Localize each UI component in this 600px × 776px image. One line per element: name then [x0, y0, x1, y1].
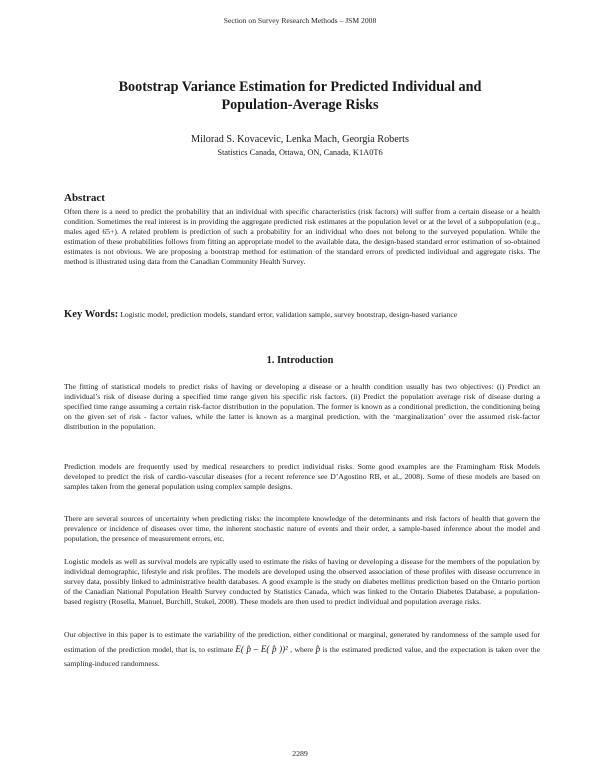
title-line-1: Bootstrap Variance Estimation for Predicted Individual and	[118, 79, 482, 95]
p-hat-symbol: p̂	[315, 644, 321, 654]
intro-paragraph-1: The fitting of statistical models to predict risks of having or developing a disease or a health condition usually has two objectives: (i) Predict an individual’s risk of disease during a specified time range given his specific risk factors. (ii) Predict the population average risk of disease during a specified time range assuming a certain risk-factor distribution in the population. The former is known as a conditional prediction, the conditioning being on the given set of risk - factor values, while the latter is known as a marginal prediction, with the ‘marginalization’ over the assumed risk-factor distribution in the population.	[64, 382, 540, 431]
paragraph-5-text-c: is the estimated predicted value, and the expectation is taken over the sampling-induced randomness.	[64, 645, 540, 668]
title-line-2: Population-Average Risks	[221, 97, 379, 113]
abstract-heading: Abstract	[64, 192, 105, 204]
author-list: Milorad S. Kovacevic, Lenka Mach, Georgia Roberts	[191, 134, 409, 145]
keywords-text: Logistic model, prediction models, standard error, validation sample, survey bootstrap, design-based variance	[118, 310, 458, 319]
section-heading-introduction: 1. Introduction	[266, 355, 334, 366]
intro-paragraph-3: There are several sources of uncertainty when predicting risks: the incomplete knowledge of the determinants and risk factors of health that govern the prevalence or incidence of diseases over time, the inherent stochastic nature of events and their order, a sample-based inference about the model and population, the presence of measurement errors, etc.	[64, 514, 540, 543]
intro-paragraph-4: Logistic models as well as survival models are typically used to estimate the risks of having or developing a disease for the members of the population by individual demographic, lifestyle and risk profiles. The models are developed using the observed association of these profiles with disease occurrence in survey data, possibly linked to administrative health databases. A good example is the study on diabetes mellitus prediction based on the Ontario portion of the Canadian National Population Health Survey conducted by Statistics Canada, which was linked to the Ontario Diabetes Database, a population-based registry (Rosella, Manuel, Burchill, Stukel, 2008). These models are then used to predict individual and population average risks.	[64, 557, 540, 606]
page-number: 2289	[292, 749, 308, 758]
paragraph-5-text-a: Our objective in this paper is to estimate the variability of the prediction, either conditional or marginal, generated by randomness of the sample used for estimation of the prediction model, that is, to estimate	[64, 630, 540, 654]
paragraph-5-text-b: , where	[287, 645, 316, 654]
affiliation: Statistics Canada, Ottawa, ON, Canada, K1A0T6	[217, 148, 383, 157]
keywords	[64, 310, 540, 320]
paper-title	[60, 78, 540, 114]
abstract-text: Often there is a need to predict the probability that an individual with specific characteristics (risk factors) will suffer from a certain disease or a health condition. Sometimes the real interest is in providing the aggregate predicted risk estimates at the population level or at the level of a subpopulation (e.g., males aged 65+). A related problem is prediction of such a probability for an individual who does not belong to the surveyed population. While the estimation of these probabilities follows from fitting an appropriate model to the available data, the design-based standard error estimation of so-obtained estimates is not obvious. We are proposing a bootstrap method for estimation of the standard errors of predicted individual and aggregate risks. The method is illustrated using data from the Canadian Community Health Survey.	[64, 207, 540, 266]
running-header: Section on Survey Research Methods – JSM 2008	[223, 16, 377, 25]
variance-formula: E( p̂ – E( p̂ ))²	[235, 644, 288, 654]
keywords-label: Key Words:	[64, 309, 119, 320]
intro-paragraph-2: Prediction models are frequently used by medical researchers to predict individual risks. Some good examples are the Framingham Risk Models developed to predict the risk of cardio-vascular diseases (for a recent reference see D’Agostino RB, et al., 2008). Some of these models are based on samples taken from the general population using complex sample designs.	[64, 462, 540, 491]
intro-paragraph-5	[64, 628, 540, 671]
